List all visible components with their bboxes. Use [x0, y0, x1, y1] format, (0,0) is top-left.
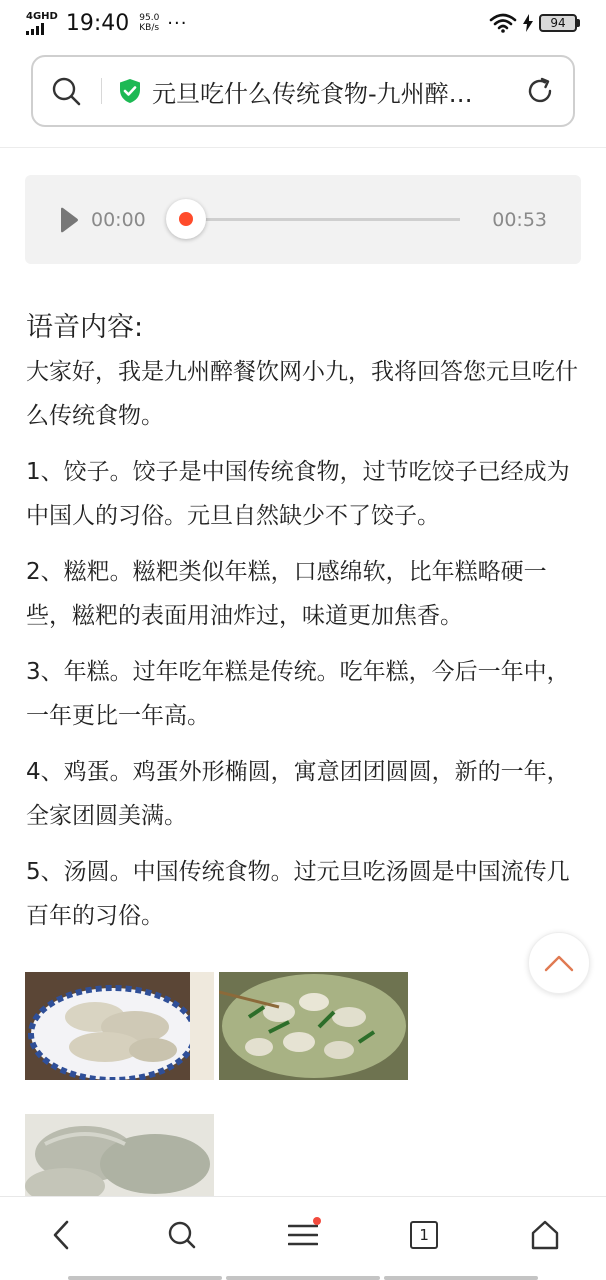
- chevron-up-icon: [544, 954, 574, 972]
- charging-icon: [523, 14, 533, 32]
- progress-knob[interactable]: [166, 199, 206, 239]
- search-icon: [167, 1220, 197, 1250]
- tangyuan-bowl-photo[interactable]: [219, 972, 408, 1080]
- search-icon[interactable]: [51, 76, 81, 106]
- header-divider: [0, 147, 606, 148]
- notification-dot: [313, 1217, 321, 1225]
- section-title: 语音内容:: [26, 312, 144, 343]
- battery-icon: [539, 14, 580, 32]
- bottom-navigation: [0, 1196, 606, 1280]
- current-time: 00:00: [91, 208, 146, 231]
- article-body: [26, 350, 582, 950]
- dumplings-plate-photo[interactable]: [25, 972, 214, 1080]
- refresh-icon[interactable]: [525, 76, 555, 106]
- speed-value: 95.0: [139, 13, 160, 23]
- battery-level: 94: [539, 14, 577, 32]
- paragraph: 大家好，我是九州醉餐饮网小九，我将回答您元旦吃什么传统食物。: [26, 359, 578, 429]
- total-time: 00:53: [492, 208, 547, 231]
- home-button[interactable]: [515, 1205, 575, 1265]
- dumplings-closeup-photo[interactable]: [25, 1114, 214, 1198]
- back-to-top-button[interactable]: [528, 932, 590, 994]
- tabs-icon: 1: [410, 1221, 438, 1249]
- page-title[interactable]: 元旦吃什么传统食物-九州醉…: [152, 79, 473, 108]
- speed-unit: KB/s: [139, 23, 160, 33]
- tabs-button[interactable]: [394, 1205, 454, 1265]
- menu-icon: [288, 1223, 318, 1247]
- gesture-bar: [68, 1276, 538, 1280]
- signal-icon: [26, 12, 58, 35]
- audio-player: [25, 175, 581, 264]
- paragraph: 1、饺子。饺子是中国传统食物，过节吃饺子已经成为中国人的习俗。元旦自然缺少不了饺子。: [26, 459, 570, 529]
- back-button[interactable]: [31, 1205, 91, 1265]
- progress-track[interactable]: [186, 218, 460, 221]
- play-icon[interactable]: [59, 207, 79, 233]
- network-type: 4GHD: [26, 10, 58, 22]
- progress-knob-dot: [179, 212, 193, 226]
- home-icon: [530, 1220, 560, 1250]
- more-notifications: ···: [167, 12, 188, 34]
- menu-button[interactable]: [273, 1205, 333, 1265]
- wifi-icon: [489, 13, 517, 33]
- clock: 19:40: [65, 10, 130, 36]
- search-button[interactable]: [152, 1205, 212, 1265]
- address-bar[interactable]: [31, 55, 575, 127]
- address-separator: [101, 78, 102, 104]
- network-speed: [139, 13, 159, 33]
- status-bar: [0, 0, 606, 46]
- paragraph: 4、鸡蛋。鸡蛋外形椭圆，寓意团团圆圆，新的一年，全家团圆美满。: [26, 759, 570, 829]
- paragraph: 5、汤圆。中国传统食物。过元旦吃汤圆是中国流传几百年的习俗。: [26, 859, 570, 929]
- paragraph: 2、糍粑。糍粑类似年糕，口感绵软，比年糕略硬一些，糍粑的表面用油炸过，味道更加焦香。: [26, 559, 547, 629]
- security-shield-icon: [118, 78, 142, 104]
- paragraph: 3、年糕。过年吃年糕是传统。吃年糕，今后一年中，一年更比一年高。: [26, 659, 570, 729]
- back-icon: [51, 1220, 71, 1250]
